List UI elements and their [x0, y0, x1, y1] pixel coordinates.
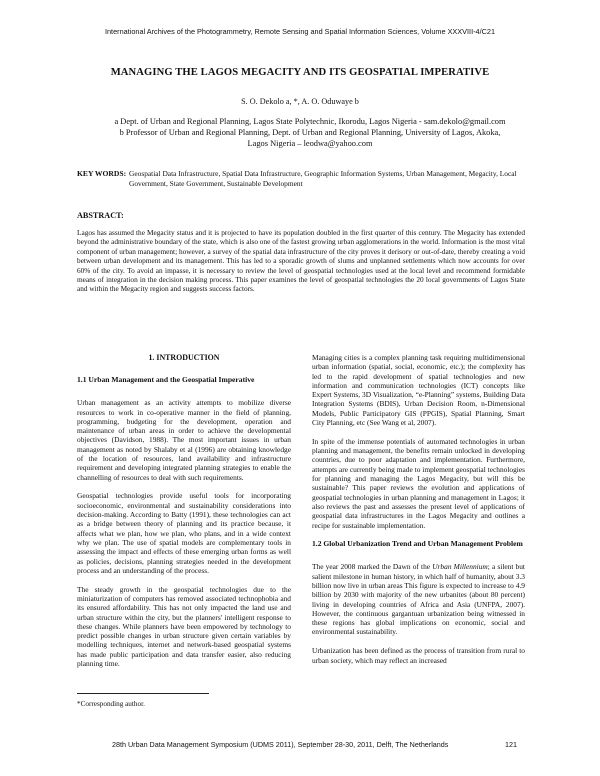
text-run: ; a silent but salient milestone in human history, in which half of humanity, about 3.3 billion now live in urban areas This figure is expected to increase to 4.9 billion by 2030 with majority of the new urbanites (about 80 percent) living in developing countries of Africa and Asia (UNFPA, 2007). However, the continuous gargantuan urbanization being witnessed in these regions has global implications on economic, social and environmental sustainability. — [312, 562, 525, 637]
footnote-rule — [77, 693, 209, 694]
paragraph: Geospatial technologies provide useful tools for incorporating socioeconomic, environmental and sustainability considerations into decision-making. According to Batty (1991), these technologies can act as a bridge between theory of planning and its practice because, it affects what we plan, how we plan, who plans, and in a wide context why we plan. The use of spatial models are complementary tools in assessing the impact and effects of these emerging urban forms as well as policies, decisions, planning strategies needed in the development process and an understanding of the process. — [77, 491, 291, 575]
page-number: 121 — [505, 740, 517, 749]
paragraph: Urban management as an activity attempts to mobilize diverse resources to work in co-operative manner in the field of planning, programming, budgeting for the development, operation and maintenance of urban areas in order to achieve the developmental objectives (Davidson, 1988). The most important issues in urban management as noted by Shalaby et al (1996) are obtaining knowledge of the location of resources, land availability and infrastructure requirement and developing integrated planning strategies to enable the channelling of resources to deal with such requirements. — [77, 398, 291, 482]
paragraph: The steady growth in the geospatial technologies due to the miniaturization of computers has removed associated technophobia and its ensured affordability. This has not only impacted the land use and urban structure within the city, but the planners' intelligent response to these changes. While planners have been empowered by technology to predict possible changes in urban structure given certain variables by modelling techniques, internet and network-based geospatial systems has made public participation and data transfer easier, also reducing planning time. — [77, 584, 291, 669]
paragraph: In spite of the immense potentials of automated technologies in urban planning and management, the benefits remain unlocked in developing countries, due to poor adaptation and implementation. Furthermore, attempts are currently being made to implement geospatial technologies for planning and managing the Lagos Megacity, but will this be sustainable? This paper reviews the evolution and applications of geospatial technologies in urban planning and management in Lagos; it also reviews the past and assesses the present level of applications of geospatial data infrastructures in the Lagos Megacity and outlines a recipe for sustainable implementation. — [312, 436, 525, 530]
paragraph: Managing cities is a complex planning task requiring multidimensional urban information (spatial, social, economic, etc.); the complexity has led to the rapid development of spatial technologies and new information and communication technologies (ICT) concepts like Expert Systems, 3D Visualization, “e-Planning” systems, Building Data Integration Systems (BDIS), Urban Decision Room, n-Dimensional Models, Public Participatory GIS (PPGIS), Spatial Planning, Smart City Planning, etc (See Wang et al, 2007). — [312, 353, 525, 428]
paragraph — [312, 562, 525, 636]
keywords-text: Geospatial Data Infrastructure, Spatial Data Infrastructure, Geographic Information Systems, Urban Management, Megacity, Local Government, State Government, Sustainable Development — [129, 169, 517, 188]
affiliation-b: b Professor of Urban and Regional Planning, Dept. of Urban and Regional Planning, University of Lagos, Akoka, Lagos Nigeria – leodwa@yahoo.com — [119, 128, 501, 149]
italic-term: Urban Millennium — [432, 562, 488, 572]
footnote: *Corresponding author. — [77, 700, 145, 708]
abstract-text: Lagos has assumed the Megacity status and it is projected to have its population doubled in the first quarter of this century. The Megacity has extended beyond the administrative boundary of the state, which is also one of the fastest growing urban agglomerations in the world. Information is the most vital component of urban management; however, a survey of the spatial data infrastructure of the city proves it derisory or out-of-date, thereby creating a void between urban development and its management. This has led to a sporadic growth of slums and unplanned settlements which now accounts for over 60% of the city. To avoid an impasse, it is necessary to review the level of geospatial technologies used at the local level and recommend formidable means of integration in the decision making process. This paper examines the level of geospatial technologies the 20 local governments of Lagos State and within the Megacity region and suggests success factors. — [77, 228, 525, 294]
author-list: S. O. Dekolo a, *, A. O. Oduwaye b — [241, 97, 359, 106]
footer-conference: 28th Urban Data Management Symposium (UDMS 2011), September 28-30, 2011, Delft, The Netherlands — [112, 740, 449, 749]
keywords-block — [77, 169, 527, 189]
paper-title: MANAGING THE LAGOS MEGACITY AND ITS GEOSPATIAL IMPERATIVE — [110, 67, 490, 78]
right-column — [312, 353, 525, 674]
abstract-heading: ABSTRACT: — [77, 211, 124, 220]
subsection-heading-1-2: 1.2 Global Urbanization Trend and Urban Management Problem — [312, 539, 523, 549]
keywords-label: KEY WORDS: — [77, 169, 127, 178]
affiliation-a: a Dept. of Urban and Regional Planning, Lagos State Polytechnic, Ikorodu, Lagos Nigeria - sam.dekolo@gmail.com — [114, 117, 506, 126]
affiliations — [110, 116, 510, 150]
section-heading-introduction: 1. INTRODUCTION — [148, 353, 220, 362]
running-header: International Archives of the Photogrammetry, Remote Sensing and Spatial Information Sciences, Volume XXXVIII-4/C21 — [104, 27, 496, 36]
left-column — [77, 353, 291, 678]
subsection-heading-1-1: 1.1 Urban Management and the Geospatial Imperative — [77, 375, 255, 385]
text-run: The year 2008 marked the Dawn of the — [312, 562, 433, 572]
paragraph: Urbanization has been defined as the process of transition from rural to urban society, which may reflect an increased — [312, 646, 525, 665]
